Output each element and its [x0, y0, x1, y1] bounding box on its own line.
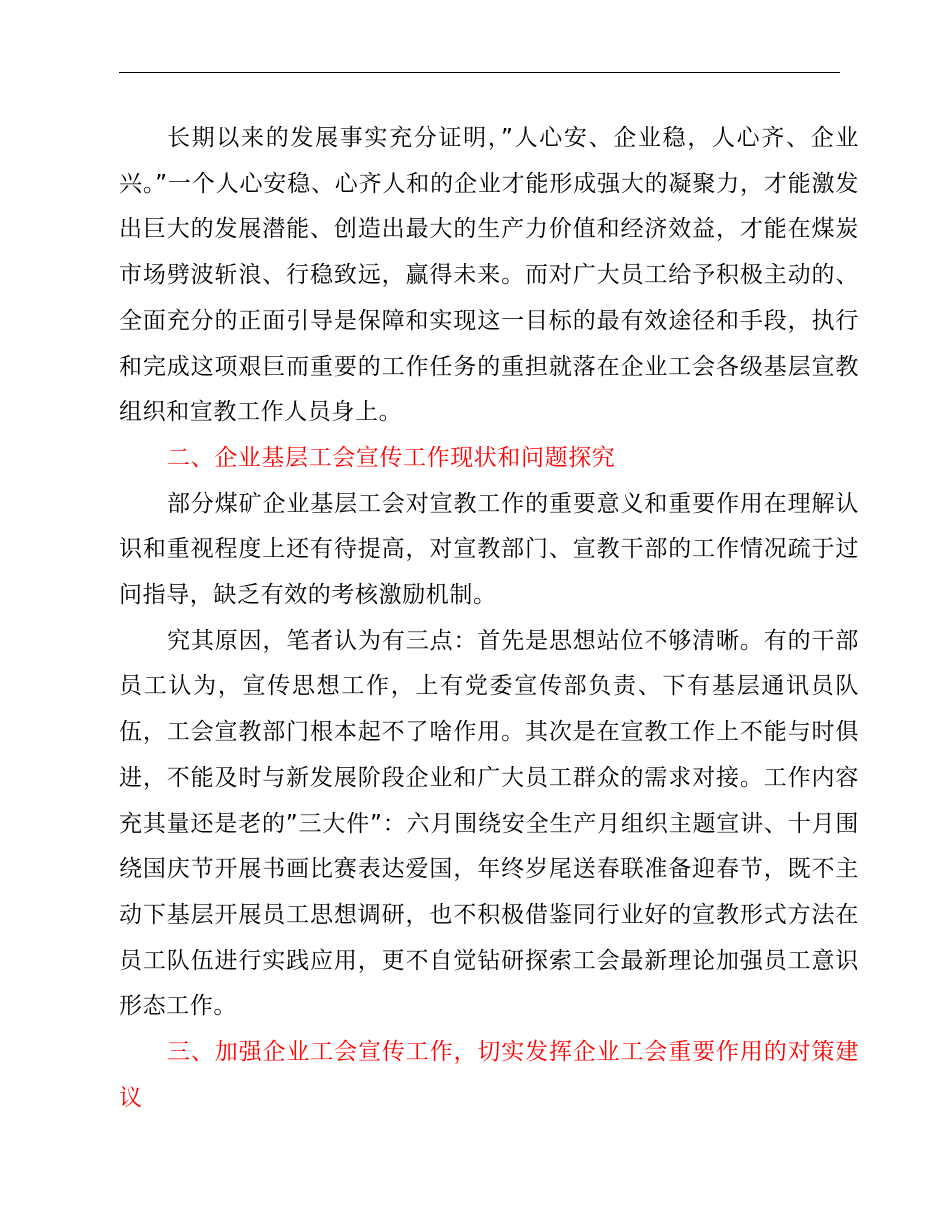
body-paragraph: 部分煤矿企业基层工会对宣教工作的重要意义和重要作用在理解认识和重视程度上还有待提高，对宣教部门、宣教干部的工作情况疏于过问指导，缺乏有效的考核激励机制。: [119, 490, 859, 609]
header-rule: [119, 72, 840, 73]
section-heading-2: 二、企业基层工会宣传工作现状和问题探究: [167, 444, 616, 471]
document-body: [119, 116, 859, 1121]
body-paragraph: 究其原因，笔者认为有三点：首先是思想站位不够清晰。有的干部员工认为，宣传思想工作，上有党委宣传部负责、下有基层通讯员队伍，工会宣教部门根本起不了啥作用。其次是在宣教工作上不能与时俱进，不能及时与新发展阶段企业和广大员工群众的需求对接。工作内容充其量还是老的”三大件”：六月围绕安全生产月组织主题宣讲、十月围绕国庆节开展书画比赛表达爱国，年终岁尾送春联准备迎春节，既不主动下基层开展员工思想调研，也不积极借鉴同行业好的宣教形式方法在员工队伍进行实践应用，更不自觉钻研探索工会最新理论加强员工意识形态工作。: [119, 627, 859, 1020]
section-heading-3: 三、加强企业工会宣传工作，切实发挥企业工会重要作用的对策建议: [119, 1039, 859, 1111]
body-paragraph: 长期以来的发展事实充分证明，”人心安、企业稳，人心齐、企业兴。”一个人心安稳、心齐人和的企业才能形成强大的凝聚力，才能激发出巨大的发展潜能、创造出最大的生产力价值和经济效益，才能在煤炭市场劈波斩浪、行稳致远，赢得未来。而对广大员工给予积极主动的、全面充分的正面引导是保障和实现这一目标的最有效途径和手段，执行和完成这项艰巨而重要的工作任务的重担就落在企业工会各级基层宣教组织和宣教工作人员身上。: [119, 125, 859, 426]
